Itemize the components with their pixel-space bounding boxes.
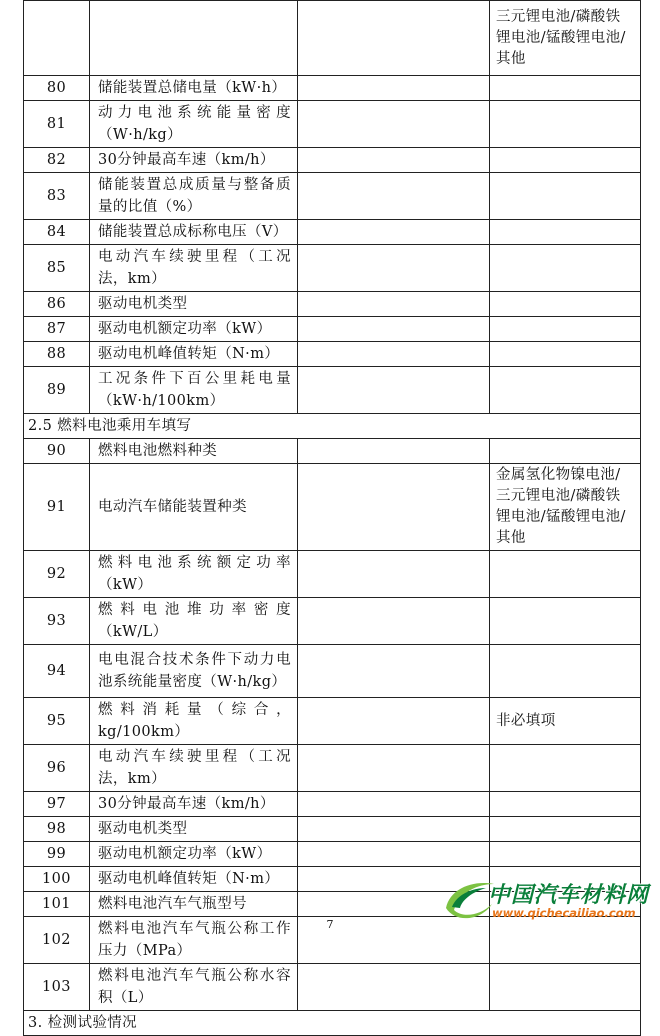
item-name: 电电混合技术条件下动力电池系统能量密度（W·h/kg） bbox=[90, 645, 298, 698]
note-cell: 非必填项 bbox=[490, 698, 641, 745]
item-name: 工况条件下百公里耗电量（kW·h/100km） bbox=[90, 367, 298, 414]
table-row bbox=[24, 698, 641, 745]
value-cell[interactable] bbox=[298, 645, 490, 698]
watermark-title: 中国汽车材料网 bbox=[488, 883, 650, 908]
table-row bbox=[24, 173, 641, 220]
note-cell bbox=[490, 101, 641, 148]
table-row bbox=[24, 292, 641, 317]
item-name: 储能装置总储电量（kW·h） bbox=[90, 76, 298, 101]
row-number bbox=[24, 1, 90, 76]
item-name: 电动汽车续驶里程（工况法，km） bbox=[90, 745, 298, 792]
table-row bbox=[24, 220, 641, 245]
item-name: 电动汽车储能装置种类 bbox=[90, 464, 298, 551]
row-number: 91 bbox=[24, 464, 90, 551]
value-cell[interactable] bbox=[298, 964, 490, 1011]
row-number: 82 bbox=[24, 148, 90, 173]
item-name: 驱动电机类型 bbox=[90, 817, 298, 842]
value-cell[interactable] bbox=[298, 439, 490, 464]
row-number: 97 bbox=[24, 792, 90, 817]
section-heading-fuel-cell: 2.5 燃料电池乘用车填写 bbox=[24, 414, 641, 439]
value-cell[interactable] bbox=[298, 551, 490, 598]
value-cell[interactable] bbox=[298, 317, 490, 342]
note-cell bbox=[490, 598, 641, 645]
watermark-url: www.qichecailiao.com bbox=[492, 906, 636, 920]
table-row bbox=[24, 817, 641, 842]
value-cell[interactable] bbox=[298, 817, 490, 842]
watermark-logo bbox=[440, 872, 655, 932]
row-number: 101 bbox=[24, 892, 90, 917]
row-number: 100 bbox=[24, 867, 90, 892]
row-number: 95 bbox=[24, 698, 90, 745]
note-cell bbox=[490, 439, 641, 464]
item-name: 燃料电池汽车气瓶公称水容积（L） bbox=[90, 964, 298, 1011]
row-number: 93 bbox=[24, 598, 90, 645]
row-number: 102 bbox=[24, 917, 90, 964]
table-row bbox=[24, 645, 641, 698]
item-name: 燃料消耗量（综合，kg/100km） bbox=[90, 698, 298, 745]
value-cell[interactable] bbox=[298, 76, 490, 101]
item-name: 驱动电机峰值转矩（N·m） bbox=[90, 867, 298, 892]
note-cell: 三元锂电池/磷酸铁锂电池/锰酸锂电池/其他 bbox=[490, 1, 641, 76]
item-name: 电动汽车续驶里程（工况法，km） bbox=[90, 245, 298, 292]
note-cell bbox=[490, 245, 641, 292]
note-cell bbox=[490, 367, 641, 414]
section-header-row bbox=[24, 1011, 641, 1036]
table-row bbox=[24, 148, 641, 173]
note-cell bbox=[490, 317, 641, 342]
item-name: 燃料电池汽车气瓶型号 bbox=[90, 892, 298, 917]
item-name: 燃料电池系统额定功率（kW） bbox=[90, 551, 298, 598]
table-row bbox=[24, 1, 641, 76]
table-row bbox=[24, 464, 641, 551]
item-name bbox=[90, 1, 298, 76]
row-number: 99 bbox=[24, 842, 90, 867]
row-number: 92 bbox=[24, 551, 90, 598]
note-cell bbox=[490, 220, 641, 245]
table-row bbox=[24, 964, 641, 1011]
value-cell[interactable] bbox=[298, 148, 490, 173]
table-row bbox=[24, 439, 641, 464]
value-cell[interactable] bbox=[298, 245, 490, 292]
row-number: 88 bbox=[24, 342, 90, 367]
row-number: 98 bbox=[24, 817, 90, 842]
note-cell bbox=[490, 292, 641, 317]
note-cell bbox=[490, 817, 641, 842]
row-number: 87 bbox=[24, 317, 90, 342]
value-cell[interactable] bbox=[298, 792, 490, 817]
row-number: 94 bbox=[24, 645, 90, 698]
row-number: 86 bbox=[24, 292, 90, 317]
table-row bbox=[24, 745, 641, 792]
item-name: 驱动电机类型 bbox=[90, 292, 298, 317]
table-row bbox=[24, 598, 641, 645]
row-number: 83 bbox=[24, 173, 90, 220]
value-cell[interactable] bbox=[298, 220, 490, 245]
item-name: 30分钟最高车速（km/h） bbox=[90, 148, 298, 173]
value-cell[interactable] bbox=[298, 464, 490, 551]
note-cell: 金属氢化物镍电池/三元锂电池/磷酸铁锂电池/锰酸锂电池/其他 bbox=[490, 464, 641, 551]
page-number: 7 bbox=[326, 918, 334, 931]
row-number: 89 bbox=[24, 367, 90, 414]
item-name: 驱动电机额定功率（kW） bbox=[90, 842, 298, 867]
table-row bbox=[24, 842, 641, 867]
table-row bbox=[24, 317, 641, 342]
value-cell[interactable] bbox=[298, 842, 490, 867]
note-cell bbox=[490, 342, 641, 367]
note-cell bbox=[490, 173, 641, 220]
item-name: 储能装置总成标称电压（V） bbox=[90, 220, 298, 245]
note-cell bbox=[490, 964, 641, 1011]
row-number: 96 bbox=[24, 745, 90, 792]
value-cell[interactable] bbox=[298, 342, 490, 367]
row-number: 103 bbox=[24, 964, 90, 1011]
item-name: 燃料电池燃料种类 bbox=[90, 439, 298, 464]
row-number: 85 bbox=[24, 245, 90, 292]
row-number: 80 bbox=[24, 76, 90, 101]
row-number: 81 bbox=[24, 101, 90, 148]
note-cell bbox=[490, 148, 641, 173]
value-cell[interactable] bbox=[298, 598, 490, 645]
table-row bbox=[24, 792, 641, 817]
value-cell[interactable] bbox=[298, 367, 490, 414]
item-name: 储能装置总成质量与整备质量的比值（%） bbox=[90, 173, 298, 220]
table-row bbox=[24, 101, 641, 148]
item-name: 燃料电池汽车气瓶公称工作压力（MPa） bbox=[90, 917, 298, 964]
value-cell[interactable] bbox=[298, 745, 490, 792]
section-heading-testing: 3. 检测试验情况 bbox=[24, 1011, 641, 1036]
note-cell bbox=[490, 551, 641, 598]
value-cell[interactable] bbox=[298, 292, 490, 317]
table-row bbox=[24, 342, 641, 367]
row-number: 90 bbox=[24, 439, 90, 464]
note-cell bbox=[490, 745, 641, 792]
value-cell[interactable] bbox=[298, 698, 490, 745]
table-row bbox=[24, 245, 641, 292]
table-row bbox=[24, 367, 641, 414]
table-row bbox=[24, 551, 641, 598]
note-cell bbox=[490, 645, 641, 698]
row-number: 84 bbox=[24, 220, 90, 245]
item-name: 30分钟最高车速（km/h） bbox=[90, 792, 298, 817]
value-cell[interactable] bbox=[298, 173, 490, 220]
item-name: 驱动电机峰值转矩（N·m） bbox=[90, 342, 298, 367]
value-cell[interactable] bbox=[298, 1, 490, 76]
item-name: 燃料电池堆功率密度（kW/L） bbox=[90, 598, 298, 645]
note-cell bbox=[490, 76, 641, 101]
note-cell bbox=[490, 792, 641, 817]
item-name: 驱动电机额定功率（kW） bbox=[90, 317, 298, 342]
value-cell[interactable] bbox=[298, 101, 490, 148]
section-header-row bbox=[24, 414, 641, 439]
note-cell bbox=[490, 842, 641, 867]
item-name: 动力电池系统能量密度（W·h/kg） bbox=[90, 101, 298, 148]
table-row bbox=[24, 76, 641, 101]
